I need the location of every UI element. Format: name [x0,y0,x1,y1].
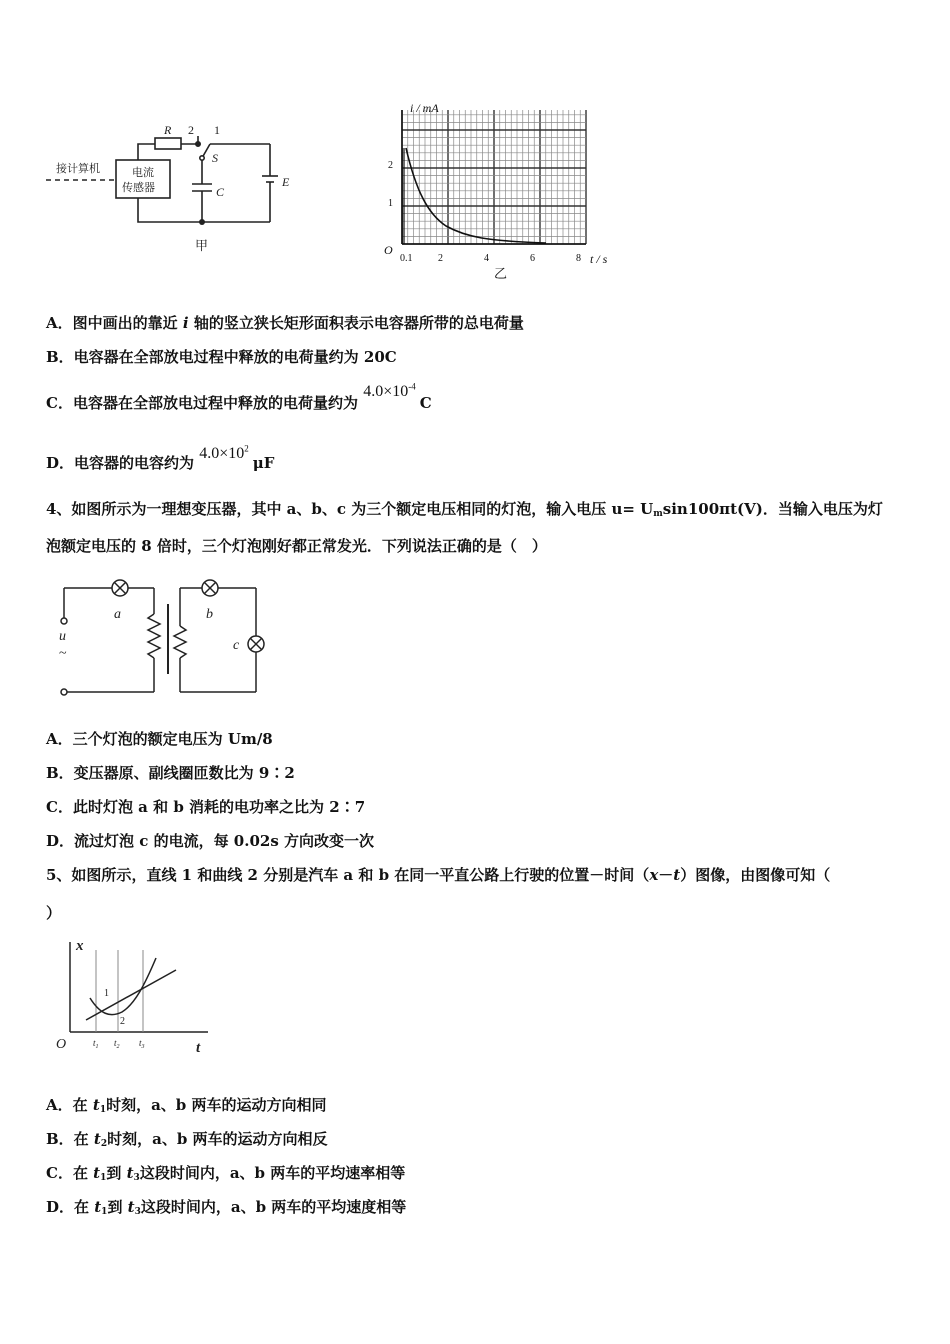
q3-option-d-text: D．电容器的电容约为 [46,454,195,472]
q4-stem-sub: m [653,509,663,519]
graph-figure-yi [376,96,626,281]
q3-option-c-base: 4.0×10 [363,383,409,400]
q3-option-d-math [199,445,253,462]
x-tick-4: 4 [484,253,489,264]
q4-option-b: B．变压器原、副线圈匝数比为 9∶2 [46,764,295,782]
q5-option-d-post: 这段时间内，a、b 两车的平均速度相等 [140,1198,407,1216]
label-e: E [282,175,290,189]
q4-stem-line2: 泡额定电压的 8 倍时，三个灯泡刚好都正常发光．下列说法正确的是（ ） [46,537,547,555]
q3-option-a-i: i [182,314,189,332]
sensor-label-1: 电流 [132,167,154,179]
q5-stem-dash: － [658,866,674,884]
label-u: u [59,629,66,644]
label-curve-2: 2 [120,1016,125,1027]
q3-option-d-base: 4.0×10 [199,445,245,462]
y-tick-2: 2 [388,160,393,171]
computer-label: 接计算机 [56,163,100,175]
sensor-label-2: 传感器 [122,182,155,194]
q4-stem-part-b: sin100πt(V)．当输入电压为灯 [662,500,883,518]
q5-option-c-t1: t [93,1164,101,1182]
q5-option-a-pre: A．在 [46,1096,93,1114]
q5-option-c-post: 这段时间内，a、b 两车的平均速率相等 [139,1164,406,1182]
narrow-rectangle [402,148,405,244]
q5-option-d-sub2: 3 [134,1207,141,1217]
circuit-figure-jia [40,118,310,258]
q3-option-b: B．电容器在全部放电过程中释放的电荷量约为 20C [46,348,397,366]
q5-stem-x: x [649,866,659,884]
label-line-1: 1 [104,988,109,999]
tick-t3: $t_3$ [139,1038,145,1050]
q5-option-b-sub: 2 [100,1139,108,1149]
q4-option-d: D．流过灯泡 c 的电流，每 0.02s 方向改变一次 [46,832,375,850]
q4-option-c: C．此时灯泡 a 和 b 消耗的电功率之比为 2∶7 [46,798,366,816]
q5-option-c-sub2: 3 [133,1173,140,1183]
q3-option-c-exp: -4 [408,381,416,392]
q5-option-d-t2: t [127,1198,135,1216]
q5-option-a-sub: 1 [99,1105,107,1115]
label-c: C [216,185,225,199]
q3-option-d-exp: 2 [244,443,249,454]
label-a: a [114,607,121,622]
q3-option-c-text: C．电容器在全部放电过程中释放的电荷量约为 [46,394,358,412]
xt-graph-figure [50,934,220,1062]
x-tick-2: 2 [438,253,443,264]
q5-option-b [46,1128,328,1149]
q3-option-a-rest: 轴的竖立狭长矩形面积表示电容器所带的总电荷量 [193,314,524,332]
q5-stem-part-a: 5、如图所示，直线 1 和曲线 2 分别是汽车 a 和 b 在同一平直公路上行驶的位置－时间（ [46,866,650,884]
graph-grid [402,110,586,244]
q5-option-d-sub1: 1 [101,1207,108,1217]
q5-option-a [46,1094,327,1115]
y-tick-1: 1 [388,198,393,209]
q5-option-d-mid: 到 [107,1198,128,1216]
x-axis-label: t / s [590,252,608,266]
q5-stem-line1 [46,864,830,885]
figure-caption-jia: 甲 [195,238,209,253]
q5-option-b-pre: B．在 [46,1130,94,1148]
tick-t1: $t_1$ [93,1038,99,1050]
label-tilde: ~ [59,646,67,661]
q5-option-a-t: t [92,1096,100,1114]
y-axis-label: i / mA [410,101,439,115]
q5-option-a-post: 时刻，a、b 两车的运动方向相同 [106,1096,327,1114]
tick-t2: $t_2$ [114,1038,120,1050]
label-r: R [164,123,172,137]
x-tick-0-1: 0.1 [400,253,413,264]
q5-option-c-sub1: 1 [100,1173,107,1183]
q5-option-c-pre: C．在 [46,1164,94,1182]
q5-stem-part-b: ）图像，由图像可知（ [680,866,831,884]
label-s: S [212,151,218,165]
t-axis-label: t [196,1040,201,1056]
x-axis-label: x [76,938,84,954]
label-1: 1 [214,123,220,137]
q4-stem-line1 [46,498,883,519]
q3-option-a [46,312,524,333]
q3-option-d-unit: μF [252,454,275,472]
q4-stem-part-a: 4、如图所示为一理想变压器，其中 a、b、c 为三个额定电压相同的灯泡，输入电压 u= U [46,500,654,518]
q5-stem-line2: ） [46,904,62,922]
q5-option-c-mid: 到 [106,1164,127,1182]
label-2: 2 [188,123,194,137]
transformer-figure [50,574,280,704]
q5-option-d-pre: D．在 [46,1198,95,1216]
q4-option-a: A．三个灯泡的额定电压为 Um/8 [46,730,273,748]
x-tick-8: 8 [576,253,581,264]
q5-option-d [46,1196,406,1217]
q3-option-a-text: A．图中画出的靠近 [46,314,178,332]
q5-option-c [46,1162,405,1183]
label-b: b [206,607,213,622]
figure-caption-yi: 乙 [494,266,508,281]
q3-option-c-math [363,383,420,400]
origin-label: O [384,243,393,257]
q3-option-d [46,443,275,473]
origin-o: O [56,1037,67,1052]
q5-option-d-t1: t [94,1198,102,1216]
q5-stem-t: t [673,866,681,884]
x-tick-6: 6 [530,253,535,264]
q5-option-c-t2: t [126,1164,134,1182]
line-1 [86,970,176,1020]
junction-dot [199,219,205,225]
q5-option-b-t: t [93,1130,101,1148]
q3-option-c-unit: C [419,394,432,412]
q5-option-b-post: 时刻，a、b 两车的运动方向相反 [107,1130,328,1148]
label-c: c [233,638,240,653]
